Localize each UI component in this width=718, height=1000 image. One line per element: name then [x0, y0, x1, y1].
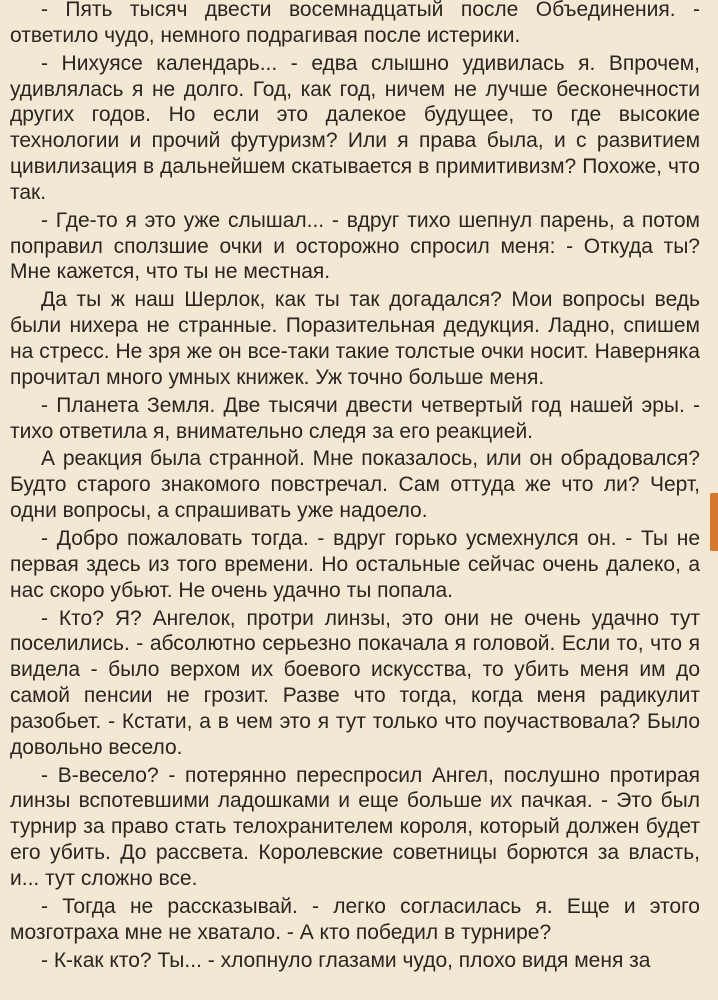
- text-body: [10, 0, 700, 976]
- paragraph-9: - В-весело? - потерянно переспросил Ангел, послушно протирая линзы вспотевшими ладошками и еще больше их пачкая. - Это был турнир за право стать телохранителем короля, который должен будет его убить. До рассвета. Королевские советницы борются за власть, и... тут сложно все.: [10, 763, 700, 890]
- paragraph-4: Да ты ж наш Шерлок, как ты так догадался? Мои вопросы ведь были нихера не странные. Поразительная дедукция. Ладно, спишем на стресс. Не зря же он все-таки такие толстые очки носит. Наверняка прочитал много умных книжек. Уж точно больше меня.: [10, 288, 700, 389]
- paragraph-2: - Нихуясе календарь... - едва слышно удивилась я. Впрочем, удивлялась я не долго. Год, как год, ничем не лучше бесконечности других годов. Но если это далекое будущее, то где высокие технологии и прочий футуризм? Или я права была, и с развитием цивилизация в дальнейшем скатывается в примитивизм? Похоже, что так.: [10, 51, 700, 204]
- scrollbar-thumb[interactable]: [710, 493, 718, 551]
- paragraph-11: - К-как кто? Ты... - хлопнуло глазами чудо, плохо видя меня за: [41, 948, 651, 972]
- paragraph-6: А реакция была странной. Мне показалось, или он обрадовался? Будто старого знакомого повстречал. Сам оттуда же что ли? Черт, одни вопросы, а спрашивать уже надоело.: [10, 447, 700, 523]
- paragraph-1: - Пять тысяч двести восемнадцатый после Объединения. - ответило чудо, немного подрагивая после истерики.: [10, 0, 700, 47]
- paragraph-5: - Планета Земля. Две тысячи двести четвертый год нашей эры. - тихо ответила я, внимательно следя за его реакцией.: [10, 393, 700, 443]
- paragraph-7: - Добро пожаловать тогда. - вдруг горько усмехнулся он. - Ты не первая здесь из того времени. Но остальные сейчас очень далеко, а нас скоро убьют. Не очень удачно ты попала.: [10, 527, 700, 602]
- paragraph-10: - Тогда не рассказывай. - легко согласилась я. Еще и этого мозготраха мне не хватало. - А кто победил в турнире?: [10, 894, 700, 944]
- paragraph-8: - Кто? Я? Ангелок, протри линзы, это они не очень удачно тут поселились. - абсолютно серьезно покачала я головой. Если то, что я видела - было верхом их боевого искусства, то убить меня им до самой пенсии не грозит. Разве что тогда, когда меня радикулит разобьет. - Кстати, а в чем это я тут только что поучаствовала? Было довольно весело.: [10, 606, 700, 759]
- paragraph-3: - Где-то я это уже слышал... - вдруг тихо шепнул парень, а потом поправил сползшие очки и осторожно спросил меня: - Откуда ты? Мне кажется, что ты не местная.: [10, 208, 700, 284]
